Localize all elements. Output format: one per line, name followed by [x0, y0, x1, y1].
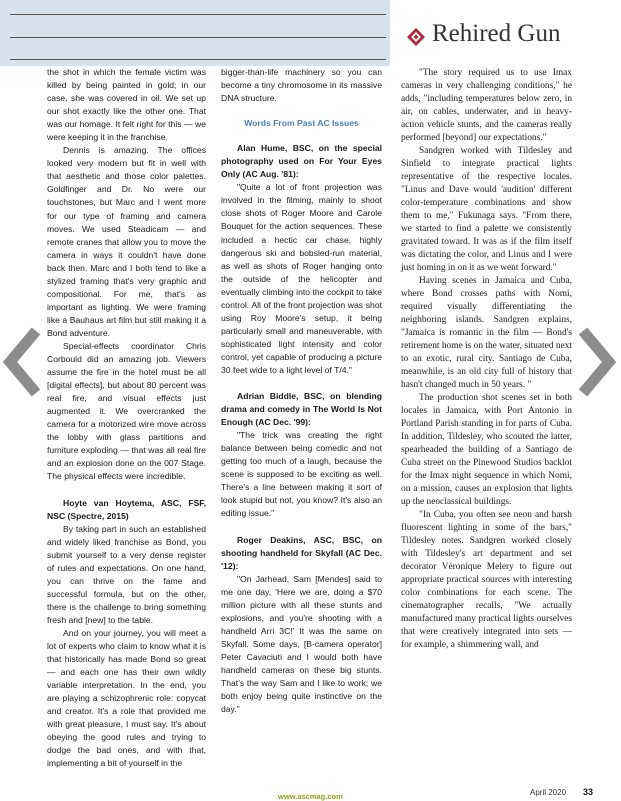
quote-heading: Roger Deakins, ASC, BSC, on shooting handheld for Skyfall (AC Dec. '12):	[221, 534, 382, 571]
paragraph: The production shot scenes set in both locales in Jamaica, with Port Antonio in Portland Parish standing in for parts of Cuba. In addition, Tildesley, who scouted the latter, spearheaded the building of a Santiago de Cuba street on the Pinewood Studios backlot for the Imax night sequence in which Nomi, on a mission, causes an explosion that lights up the neoclassical buildings.	[401, 393, 572, 507]
paragraph: Special-effects coordinator Chris Corbould did an amazing job. Viewers assume the fire in the hotel must be all [digital effects], but about 80 percent was real fire, and visual effects just augmented it. We overcranked the camera for a motorized wire move across the lobby with glass partitions and furniture exploding — that was all real fire and an explosion done on the 007 Stage. The physical effects were incredible.	[47, 340, 206, 482]
paragraph: Sandgren worked with Tildesley and Sinfield to integrate practical lights representative of the respective locales. "Linus and Dave would 'audition' different color-temperature combinations and show them to me," Fukunaga says. "From there, we started to find a palette we consistently gravitated toward. It was as if the film itself was dictating the color, and Linus and I were just homing in on it as we went forward."	[401, 146, 572, 273]
quote-heading: Alan Hume, BSC, on the special photography used on For Your Eyes Only (AC Aug. '81):	[221, 143, 382, 180]
page-number: 33	[583, 787, 594, 797]
divider-line	[10, 37, 386, 38]
divider-line	[10, 14, 386, 15]
interview-heading: Hoyte van Hoytema, ASC, FSF, NSC (Spectre, 2015)	[47, 497, 206, 521]
quote-text: "The trick was creating the right balance between being comedic and not getting too much of a laugh, because the scene is supposed to be exciting as well. There's a line between making it sort of look stupid but not, you know? It's also an editing issue."	[221, 430, 382, 519]
quote-text: "Quite a lot of front projection was involved in the filming, mainly to shoot close shots of Roger Moore and Carole Bouquet for the action sequences. These included a hectic car chase, highly dangerous ski and bobsled-run material, as well as shots of Roger hanging onto the outside of the helicopter and eventually climbing into the cockpit to take control. All of the front projection was shot using Roy Moore's setup, it being particularly small and maneuverable, with sophisticated light intensity and color control, yet capable of producing a picture 30 feet wide to a light level of T/4."	[221, 182, 382, 375]
quote-heading: Adrian Biddle, BSC, on blending drama and comedy in The World Is Not Enough (AC Dec. '99):	[221, 391, 382, 428]
paragraph: "The story required us to use Imax cameras in very challenging conditions," he adds, "including temperatures below zero, in air, on cables, underwater, and in heavy-action vehicle stunts, and the cameras really performed [beyond] our expectations."	[401, 68, 572, 143]
paragraph: "In Cuba, you often see neon and harsh fluorescent lighting in some of the bars," Tildesley notes. Sandgren worked closely with Tildesley's art department and set decorator Véronique Melery to figure out appropriate practical sources with interesting color combinations for each scene. The cinematographer recalls, "We actually manufactured many practical lights ourselves that were creatively integrated into sets — for example, a shimmering wall, and	[401, 510, 572, 650]
paragraph: Having scenes in Jamaica and Cuba, where Bond crosses paths with Nomi, required visually differentiating the neighboring islands. Sandgren explains, "Jamaica is romantic in the film — Bond's retirement home is on the water, situated next to an exotic, rural city. Santiago de Cuba, meanwhile, is an old city full of history that hasn't changed much in 50 years. "	[401, 276, 572, 390]
article-column-2	[221, 66, 382, 716]
paragraph: And on your journey, you will meet a lot of experts who claim to know what it is that historically has made Bond so great — and each one has their own wildly variable interpretation. In the end, you are playing a schizophrenic role: copycat and creator. It's a role that provided me with great pleasure, I must say. It's about obeying the good rules and trying to dodge the bad ones, and with that, implementing a bit of yourself in the	[47, 627, 206, 769]
paragraph: bigger-than-life machinery so you can become a tiny chromosome in its massive DNA structure.	[221, 67, 382, 104]
paragraph: the shot in which the female victim was killed by being painted in gold; in our case, she was covered in oil. We set up our shot exactly like the other one. That was our homage. It felt right for this — we were keeping it in the franchise.	[47, 67, 206, 143]
chevron-right-icon[interactable]	[577, 325, 617, 399]
footer-website-link[interactable]: www.ascmag.com	[278, 792, 343, 801]
section-title: Rehired Gun	[432, 20, 561, 47]
sidebar-section-heading: Words From Past AC Issues	[244, 118, 359, 129]
article-column-3	[401, 67, 572, 652]
article-column-1	[47, 66, 206, 770]
divider-line	[10, 59, 386, 60]
quote-text: "On Jarhead, Sam [Mendes] said to me one day, 'Here we are, doing a $70 million picture with all these stunts and explosions, and you're shooting with a handheld Arri 3C!' It was the same on Skyfall. Some days, [B-camera operator] Peter Cavaciuti and I would both have handheld cameras on these big stunts. That's the way Sam and I like to work; we both enjoy being quite instinctive on the day."	[221, 573, 382, 715]
paragraph: Dennis is amazing. The offices looked very modern but fit in well with that aesthetic and those color palettes. Goldfinger and Dr. No were our touchstones, but Marc and I went more for our type of framing and camera moves. We used Steadicam — and remote cranes that allow you to move the camera in ways it couldn't have done back then. Marc and I both tend to like a stylized framing that's very graphic and compositional. For me, that's as important as lighting. We were framing like a Bauhaus art film but still making it a Bond adventure.	[47, 145, 206, 338]
chevron-left-icon[interactable]	[2, 325, 42, 399]
diamond-logo-icon	[407, 28, 425, 46]
footer-issue-date: April 2020	[530, 788, 567, 797]
paragraph: By taking part in such an established and widely liked franchise as Bond, you submit yourself to a very dense register of rules and expectations. On one hand, you can thrive on the fame and successful formula, but on the other, there is the challenge to bring something fresh and [new] to the table.	[47, 523, 206, 625]
